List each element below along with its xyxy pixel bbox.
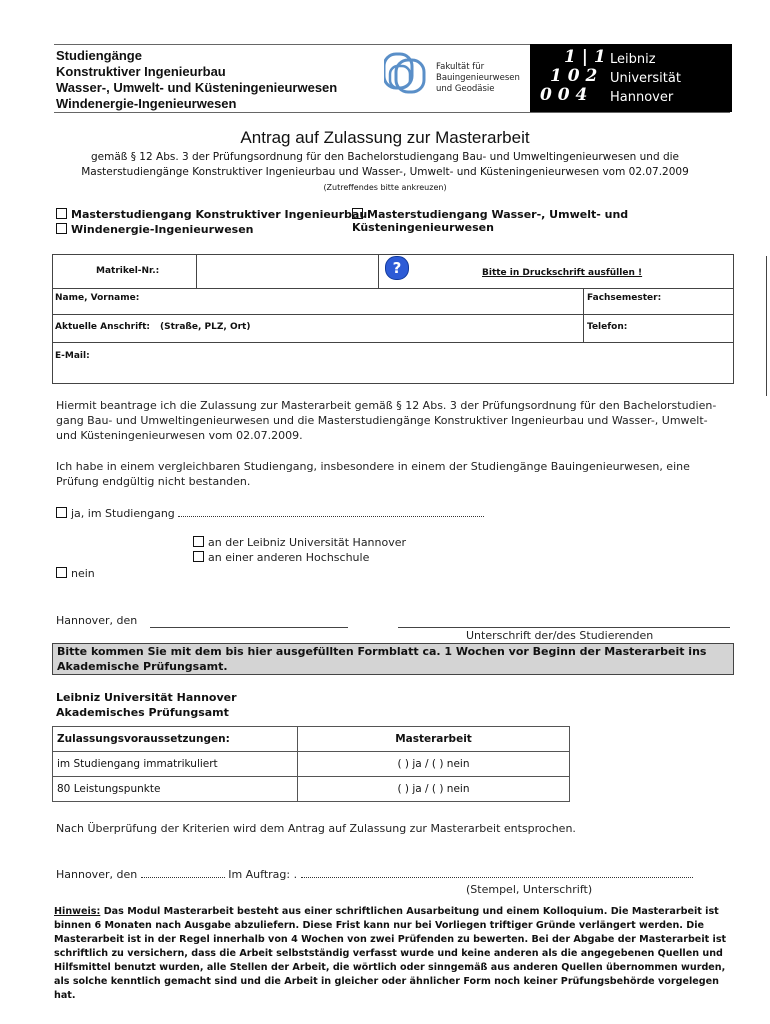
subtitle-text: gemäß § 12 Abs. 3 der Prüfungsordnung für den Bachelorstudiengang Bau- und Umweltingenieurwesen und die Masterstudiengänge Konstruktiver Ingenieurbau und Wasser-, Umwelt- und Küsteningenieurwesen vom 02.07.2009 (81, 151, 689, 178)
table-row (53, 752, 570, 777)
programs-heading: Studiengänge (56, 48, 142, 63)
official-sign-line (56, 867, 693, 882)
table-header: Zulassungsvoraussetzungen: (53, 727, 298, 752)
table-cell[interactable]: ( ) ja / ( ) nein (298, 777, 570, 802)
logo-number-line: 0 0 4 (540, 85, 588, 105)
address-label: Aktuelle Anschrift: (55, 322, 150, 332)
table-row (53, 777, 570, 802)
programs-list (56, 48, 337, 112)
university-name (610, 50, 681, 107)
checkbox[interactable] (56, 223, 67, 234)
checkbox[interactable] (56, 507, 67, 518)
header-bottom-rule (54, 112, 730, 113)
official-date-label: Hannover, den (56, 868, 138, 881)
option-label: an einer anderen Hochschule (208, 551, 370, 564)
table-header-row (53, 727, 570, 752)
university-line: Universität (610, 71, 681, 86)
option-label: Masterstudiengang Konstruktiver Ingenieurbau (71, 208, 368, 221)
hinweis-label: Hinweis: (54, 906, 101, 917)
form-divider (378, 254, 379, 288)
signature-label: Unterschrift der/des Studierenden (466, 629, 654, 642)
place-date-label: Hannover, den (56, 614, 138, 627)
semester-label: Fachsemester: (587, 293, 662, 303)
phone-label: Telefon: (587, 322, 628, 332)
office-line: Leibniz Universität Hannover (56, 691, 237, 704)
hinweis-note (54, 905, 728, 1003)
hinweis-text: Das Modul Masterarbeit besteht aus einer schriftlichen Ausarbeitung und einem Kolloquium. Die Masterarbeit ist binnen 6 Monaten nach Ausgabe abzuliefern. Diese Frist kann nur bei Vorliegen triftiger Gründe verlängert werden. Die Masterarbeit ist in der Regel innerhalb von 4 Wochen von zwei Prüfenden zu bewerten. Bei der Abgabe der Masterarbeit ist schriftlich zu versichern, dass die Arbeit selbstständig verfasst wurde und keine anderen als die angegebenen Quellen und Hilfsmittel benutzt wurden, alle Stellen der Arbeit, die wörtlich oder sinngemäß aus anderen Quellen übernommen wurden, als solche kenntlich gemacht sind und die Arbeit in gleicher oder ähnlicher Form noch keiner Prüfungsbehörde vorgelegen hat. (54, 906, 727, 1001)
checkbox[interactable] (56, 567, 67, 578)
email-input[interactable] (100, 344, 730, 380)
option-other[interactable] (193, 550, 369, 565)
checkbox[interactable] (193, 551, 204, 562)
table-cell: im Studiengang immatrikuliert (53, 752, 298, 777)
faculty-line: Bauingenieurwesen (436, 73, 520, 83)
logo-number-line: 1 | 1 (564, 47, 606, 67)
form-rule (52, 342, 734, 343)
table-cell: 80 Leistungspunkte (53, 777, 298, 802)
matrikel-label: Matrikel-Nr.: (96, 266, 160, 276)
option-wasser[interactable] (352, 208, 770, 234)
form-rule (52, 314, 734, 315)
logo-number-line: 1 0 2 (550, 66, 598, 86)
option-label: Windenergie-Ingenieurwesen (71, 223, 254, 236)
edge-mark (766, 256, 767, 396)
name-input[interactable] (150, 290, 580, 312)
faculty-line: Fakultät für (436, 62, 485, 72)
table-header: Masterarbeit (298, 727, 570, 752)
table-cell[interactable]: ( ) ja / ( ) nein (298, 752, 570, 777)
option-nein[interactable] (56, 566, 95, 581)
email-label: E-Mail: (55, 351, 90, 361)
phone-input[interactable] (630, 316, 730, 340)
option-label: ja, im Studiengang (71, 507, 175, 520)
checkbox[interactable] (56, 208, 67, 219)
option-label: an der Leibniz Universität Hannover (208, 536, 407, 549)
notice-banner: Bitte kommen Sie mit dem bis hier ausgefüllten Formblatt ca. 1 Wochen vor Beginn der Masterarbeit ins Akademische Prüfungsamt. (52, 643, 734, 675)
option-konstruktiver[interactable] (56, 208, 367, 221)
option-label: Masterstudiengang Wasser-, Umwelt- und Küsteningenieurwesen (352, 208, 629, 234)
checkbox[interactable] (193, 536, 204, 547)
address-input[interactable] (240, 316, 580, 340)
address-hint: (Straße, PLZ, Ort) (160, 322, 251, 332)
result-statement: Nach Überprüfung der Kriterien wird dem Antrag auf Zulassung zur Masterarbeit entsprochen. (56, 822, 576, 835)
im-auftrag-label: Im Auftrag: . (228, 868, 298, 881)
office-line: Akademisches Prüfungsamt (56, 706, 229, 719)
university-logo (530, 44, 732, 112)
faculty-logo-icon (384, 50, 432, 96)
stamp-label: (Stempel, Unterschrift) (466, 883, 593, 896)
university-line: Hannover (610, 90, 674, 105)
option-label: nein (71, 567, 95, 580)
office-heading (56, 690, 237, 720)
program-item: Wasser-, Umwelt- und Küsteningenieurwesen (56, 80, 338, 95)
faculty-line: und Geodäsie (436, 84, 495, 92)
university-logo-mark (536, 48, 620, 108)
druckschrift-note: Bitte in Druckschrift ausfüllen ! (482, 268, 643, 278)
semester-input[interactable] (660, 290, 730, 312)
option-ja[interactable] (56, 506, 484, 521)
exam-statement: Ich habe in einem vergleichbaren Studiengang, insbesondere in einem der Studiengänge Bauingenieurwesen, eine Prüfung endgültig nicht bestanden. (56, 460, 690, 488)
name-label: Name, Vorname: (55, 293, 140, 303)
program-item: Konstruktiver Ingenieurbau (56, 64, 226, 79)
requirements-table (52, 726, 570, 802)
option-luh[interactable] (193, 535, 406, 550)
studiengang-field[interactable] (178, 516, 484, 517)
form-divider (196, 254, 197, 288)
official-date-field[interactable] (141, 877, 225, 878)
application-statement: Hiermit beantrage ich die Zulassung zur Masterarbeit gemäß § 12 Abs. 3 der Prüfungsordnung für den Bachelorstudien-gang Bau- und Umweltingenieurwesen und die Masterstudiengänge Konstruktiver Ingenieurbau und Wasser-, Umwelt- und Küsteningenieurwesen vom 02.07.2009. (56, 399, 717, 442)
form-rule (52, 288, 734, 289)
subtitle (40, 150, 730, 195)
help-icon[interactable]: ? (385, 256, 409, 280)
checkbox[interactable] (352, 208, 363, 219)
subtitle-note: (Zutreffendes bitte ankreuzen) (323, 183, 447, 192)
option-windenergie[interactable] (56, 223, 254, 236)
program-item: Windenergie-Ingenieurwesen (56, 96, 237, 111)
official-signature-field[interactable] (301, 877, 693, 878)
page-title: Antrag auf Zulassung zur Masterarbeit (240, 128, 530, 147)
faculty-name (436, 62, 520, 92)
university-line: Leibniz (610, 52, 656, 67)
matrikel-input[interactable] (198, 256, 376, 286)
form-divider (583, 288, 584, 342)
date-field[interactable] (150, 627, 348, 628)
